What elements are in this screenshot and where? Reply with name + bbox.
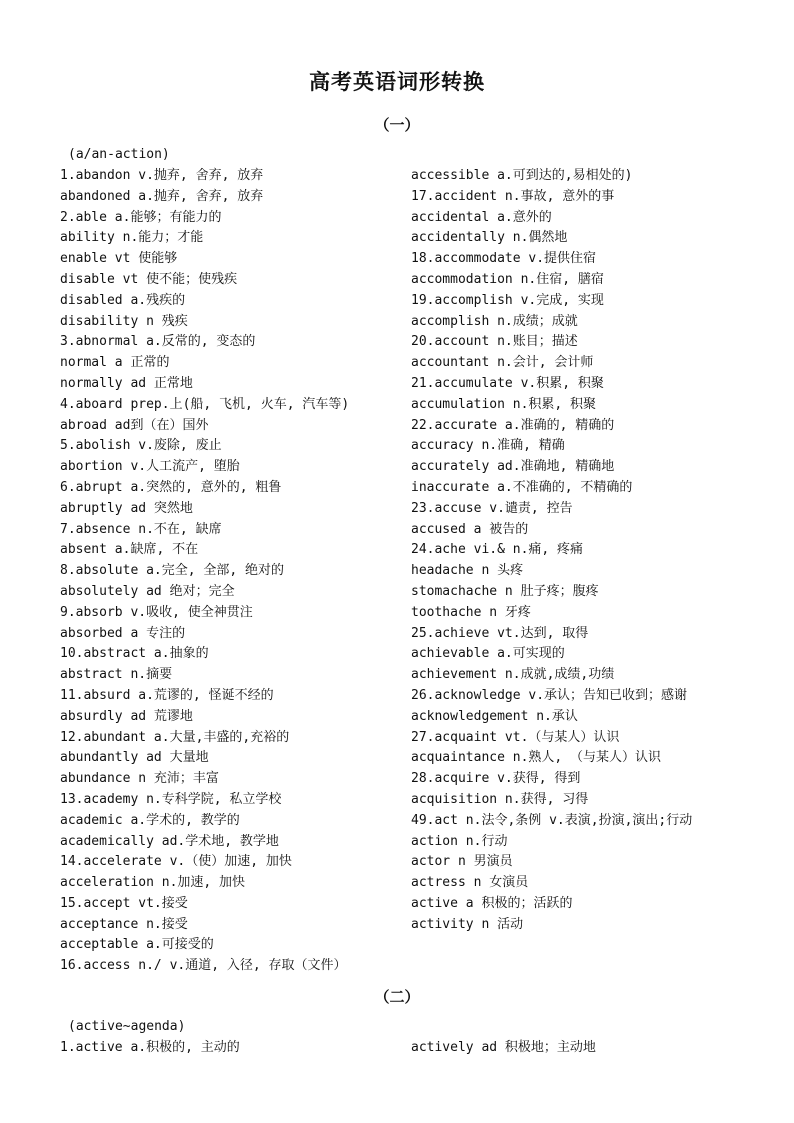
vocab-entry: 18.accommodate v.提供住宿: [411, 251, 597, 267]
vocab-entry: 7.absence n.不在, 缺席: [60, 521, 222, 537]
vocab-entry: 49.act n.法令,条例 v.表演,扮演,演出;行动: [411, 812, 693, 828]
vocab-entry: accomplish n.成绩；成就: [411, 313, 578, 329]
vocab-entry: 12.abundant a.大量,丰盛的,充裕的: [60, 729, 290, 745]
vocab-entry: acceleration n.加速, 加快: [60, 875, 246, 891]
document-title: 高考英语词形转换: [309, 70, 485, 94]
vocab-entry: 13.academy n.专科学院, 私立学校: [60, 791, 282, 807]
vocab-entry: 9.absorb v.吸收, 使全神贯注: [60, 604, 253, 620]
vocab-entry: abroad ad到（在）国外: [60, 417, 209, 433]
section2-right-column: [411, 1038, 741, 1059]
vocab-entry: 24.ache vi.& n.痛, 疼痛: [411, 542, 584, 558]
vocab-entry: normally ad 正常地: [60, 375, 193, 391]
vocab-entry: 15.accept vt.接受: [60, 895, 188, 911]
vocab-entry: accountant n.会计, 会计师: [411, 355, 594, 371]
vocab-entry: 2.able a.能够；有能力的: [60, 209, 222, 225]
vocab-entry: abstract n.摘要: [60, 667, 173, 683]
vocab-entry: action n.行动: [411, 833, 508, 849]
vocab-entry: 1.active a.积极的, 主动的: [60, 1040, 240, 1055]
vocab-entry: actively ad 积极地；主动地: [411, 1040, 596, 1055]
vocab-entry: absurdly ad 荒谬地: [60, 708, 193, 724]
vocab-entry: 5.abolish v.废除, 废止: [60, 438, 222, 454]
section-heading-1: （一）: [374, 116, 420, 134]
vocab-entry: stomachache n 肚子疼；腹疼: [411, 583, 599, 599]
vocab-entry: activity n 活动: [411, 916, 524, 932]
vocab-entry: abandoned a.抛弃, 舍弃, 放弃: [60, 188, 264, 204]
section-range-1: (a/an-action): [68, 147, 170, 162]
vocab-entry: absolutely ad 绝对；完全: [60, 583, 235, 599]
vocab-entry: accurately ad.准确地, 精确地: [411, 459, 615, 475]
vocab-entry: 20.account n.账目；描述: [411, 334, 578, 350]
vocab-entry: 26.acknowledge v.承认；告知已收到；感谢: [411, 687, 688, 703]
vocab-entry: absent a.缺席, 不在: [60, 542, 199, 558]
section-range-2: (active~agenda): [68, 1019, 186, 1034]
vocab-entry: acquisition n.获得, 习得: [411, 791, 589, 807]
vocab-entry: abundance n 充沛；丰富: [60, 771, 219, 787]
vocab-entry: disability n 残疾: [60, 313, 188, 329]
vocab-entry: accidental a.意外的: [411, 209, 552, 225]
vocab-entry: 4.aboard prep.上(船, 飞机, 火车, 汽车等): [60, 396, 350, 412]
vocab-entry: 10.abstract a.抽象的: [60, 646, 209, 662]
section2-left-column: [60, 1038, 400, 1059]
vocab-entry: 25.achieve vt.达到, 取得: [411, 625, 589, 641]
vocab-entry: 11.absurd a.荒谬的, 怪诞不经的: [60, 687, 274, 703]
section-heading-2: （二）: [374, 988, 420, 1006]
vocab-entry: academically ad.学术地, 教学地: [60, 833, 279, 849]
vocab-entry: achievable a.可实现的: [411, 646, 565, 662]
vocab-entry: inaccurate a.不准确的, 不精确的: [411, 479, 633, 495]
vocab-entry: acceptance n.接受: [60, 916, 188, 932]
section1-right-column: [411, 166, 741, 935]
vocab-entry: accumulation n.积累, 积聚: [411, 396, 597, 412]
vocab-entry: enable vt 使能够: [60, 251, 178, 267]
vocab-entry: 3.abnormal a.反常的, 变态的: [60, 334, 256, 350]
vocab-entry: disabled a.残疾的: [60, 292, 186, 308]
vocab-entry: active a 积极的；活跃的: [411, 895, 573, 911]
vocab-entry: abundantly ad 大量地: [60, 750, 209, 766]
vocab-entry: ability n.能力；才能: [60, 230, 204, 246]
vocab-entry: accessible a.可到达的,易相处的): [411, 168, 633, 183]
vocab-entry: acknowledgement n.承认: [411, 708, 578, 724]
vocab-entry: accused a 被告的: [411, 521, 529, 537]
vocab-entry: 21.accumulate v.积累, 积聚: [411, 375, 604, 391]
vocab-entry: 1.abandon v.抛弃, 舍弃, 放弃: [60, 168, 264, 183]
vocab-entry: 27.acquaint vt.（与某人）认识: [411, 729, 620, 745]
vocab-entry: abortion v.人工流产, 堕胎: [60, 459, 240, 475]
vocab-entry: 19.accomplish v.完成, 实现: [411, 292, 604, 308]
vocab-entry: 6.abrupt a.突然的, 意外的, 粗鲁: [60, 479, 282, 495]
vocab-entry: disable vt 使不能；使残疾: [60, 271, 238, 287]
vocab-entry: normal a 正常的: [60, 355, 170, 371]
vocab-entry: 8.absolute a.完全, 全部, 绝对的: [60, 563, 285, 579]
vocab-entry: acceptable a.可接受的: [60, 937, 214, 953]
vocab-entry: headache n 头疼: [411, 563, 524, 579]
vocab-entry: accommodation n.住宿, 膳宿: [411, 271, 604, 287]
vocab-entry: toothache n 牙疼: [411, 604, 531, 620]
vocab-entry: absorbed a 专注的: [60, 625, 186, 641]
vocab-entry: 28.acquire v.获得, 得到: [411, 771, 581, 787]
vocab-entry: accidentally n.偶然地: [411, 230, 568, 246]
vocab-entry: achievement n.成就,成绩,功绩: [411, 667, 615, 683]
vocab-entry: 17.accident n.事故, 意外的事: [411, 188, 615, 204]
vocab-entry: academic a.学术的, 教学的: [60, 812, 240, 828]
vocab-entry: 23.accuse v.谴责, 控告: [411, 500, 573, 516]
vocab-entry: abruptly ad 突然地: [60, 500, 193, 516]
vocab-entry: actor n 男演员: [411, 854, 513, 870]
vocab-entry: 22.accurate a.准确的, 精确的: [411, 417, 615, 433]
section1-left-column: [60, 166, 400, 977]
vocab-entry: actress n 女演员: [411, 875, 529, 891]
vocab-entry: 14.accelerate v.（使）加速, 加快: [60, 854, 292, 870]
vocab-entry: acquaintance n.熟人, （与某人）认识: [411, 750, 662, 766]
vocab-entry: accuracy n.准确, 精确: [411, 438, 565, 454]
vocab-entry: 16.access n./ v.通道, 入径, 存取（文件）: [60, 958, 347, 974]
